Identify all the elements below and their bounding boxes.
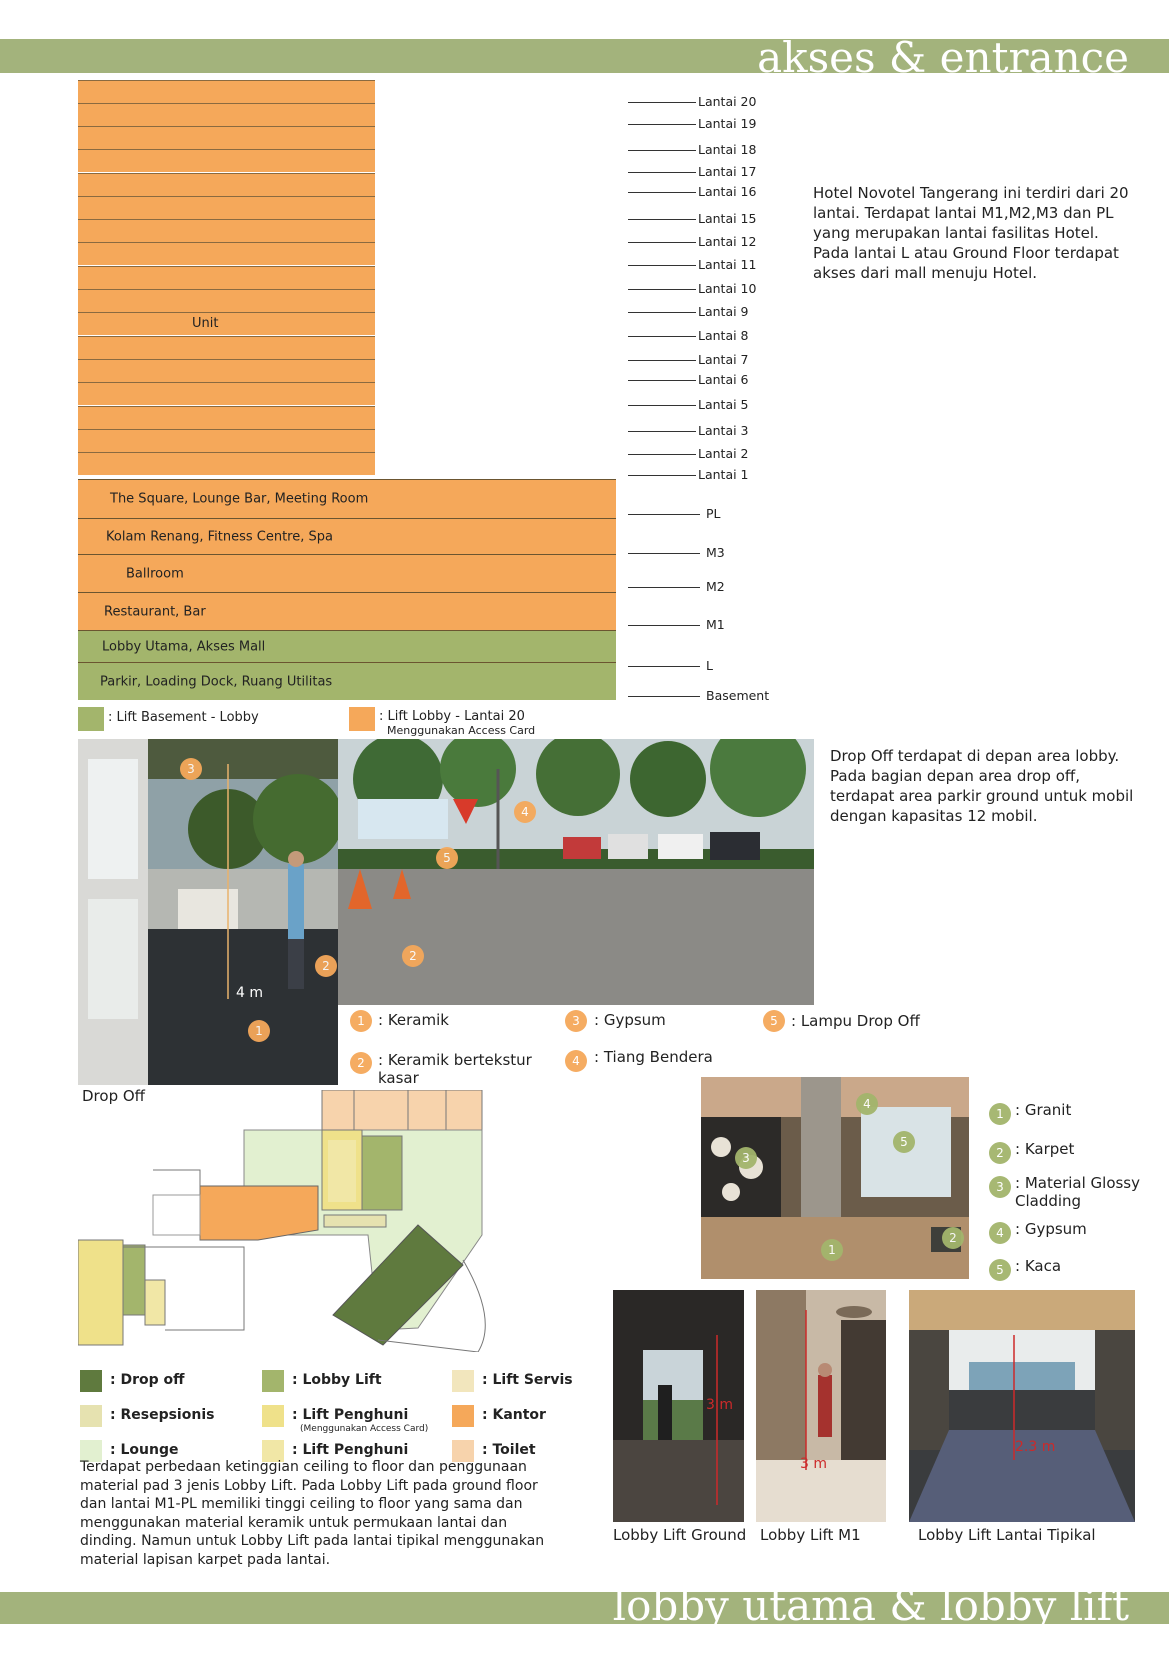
legend-swatch-basement: [78, 707, 104, 731]
unit-floor: [78, 80, 375, 103]
level-text: Lantai 9: [698, 304, 749, 319]
dropoff-height-label: 4 m: [236, 985, 263, 1001]
legend-lobby-label: : Lift Lobby - Lantai 20: [379, 709, 525, 724]
level-label: [628, 352, 749, 367]
dropoff-material-1: : Keramik: [378, 1011, 449, 1029]
plan-legend-swatch: [452, 1405, 474, 1427]
level-text: Lantai 2: [698, 446, 749, 461]
level-line: [628, 360, 696, 361]
level-line: [628, 150, 696, 151]
level-label: [628, 579, 725, 594]
level-text: Lantai 10: [698, 281, 757, 296]
unit-floor: [78, 312, 375, 335]
plan-legend-label: : Drop off: [110, 1372, 185, 1388]
lobby-material-label: : Material Glossy Cladding: [1015, 1174, 1141, 1210]
plan-legend-label: : Resepsionis: [110, 1407, 215, 1423]
level-line: [628, 475, 696, 476]
level-label: [628, 372, 749, 387]
level-line: [628, 431, 696, 432]
level-label: [628, 281, 756, 296]
level-label: [628, 164, 756, 179]
facility-row-label: Restaurant, Bar: [104, 604, 206, 619]
lift-text: Terdapat perbedaan ketinggian ceiling to floor dan penggunaan material pad 3 jenis Lobby Lift. Pada Lobby Lift pada ground floor dan lantai M1-PL memiliki tinggi ceiling to floor yang sama dan menggunakan material keramik untuk permukaan lantai dan dinding. Namun untuk Lobby Lift pada lantai tipikal menggunakan material lapisan karpet pada lantai.: [80, 1459, 545, 1568]
level-label: [628, 467, 749, 482]
dropoff-material-1-marker: 1: [350, 1010, 372, 1032]
level-line: [628, 312, 696, 313]
lobby-marker-4: 4: [856, 1093, 878, 1115]
level-text: M1: [706, 617, 725, 632]
lobby-marker-2: 2: [942, 1227, 964, 1249]
level-label: [628, 423, 749, 438]
level-label: [628, 94, 756, 109]
unit-floor: [78, 219, 375, 242]
unit-floor: [78, 126, 375, 149]
level-line: [628, 124, 696, 125]
level-line: [628, 265, 696, 266]
lift-ground-dim: 3 m: [706, 1397, 733, 1413]
marker-5: 5: [436, 847, 458, 869]
facility-row: [78, 630, 616, 662]
level-line: [628, 336, 696, 337]
level-text: L: [706, 658, 713, 673]
level-line: [628, 553, 700, 554]
dropoff-material-2-marker: 2: [350, 1052, 372, 1074]
dropoff-material-3: : Gypsum: [594, 1011, 666, 1029]
legend-lobby-note: Menggunakan Access Card: [387, 724, 536, 737]
lobby-marker-3: 3: [735, 1147, 757, 1169]
level-text: Lantai 17: [698, 164, 757, 179]
level-label: [628, 328, 749, 343]
facility-row-label: Lobby Utama, Akses Mall: [102, 639, 266, 654]
level-line: [628, 380, 696, 381]
dropoff-material-4: : Tiang Bendera: [594, 1048, 713, 1066]
unit-label: Unit: [192, 316, 219, 331]
plan-legend-note: (Menggunakan Access Card): [300, 1424, 429, 1434]
level-text: Lantai 18: [698, 142, 757, 157]
dropoff-photo-interior: [78, 739, 338, 1085]
lobby-material-marker: 1: [989, 1103, 1011, 1125]
plan-legend-swatch: [80, 1370, 102, 1392]
level-line: [628, 514, 700, 515]
plan-legend-swatch: [262, 1370, 284, 1392]
unit-floor: [78, 103, 375, 126]
level-line: [628, 666, 700, 667]
facility-row-label: The Square, Lounge Bar, Meeting Room: [110, 491, 369, 507]
level-line: [628, 696, 700, 697]
level-text: Lantai 1: [698, 467, 749, 482]
unit-floor: [78, 173, 375, 196]
level-line: [628, 242, 696, 243]
unit-floor: [78, 149, 375, 172]
dropoff-material-2: : Keramik bertekstur kasar: [378, 1051, 532, 1087]
plan-legend-label: : Kantor: [482, 1407, 546, 1423]
lobby-material-label: : Kaca: [1015, 1257, 1062, 1275]
level-label: [628, 234, 756, 249]
legend-basement-label: : Lift Basement - Lobby: [108, 710, 259, 725]
facility-row: [78, 662, 616, 700]
level-text: Lantai 3: [698, 423, 749, 438]
lift-photo-typical: [909, 1290, 1135, 1522]
facility-row-label: Ballroom: [126, 566, 184, 581]
level-label: [628, 142, 756, 157]
unit-floor: [78, 359, 375, 382]
marker-2b: 2: [402, 945, 424, 967]
level-line: [628, 625, 700, 626]
level-label: [628, 446, 749, 461]
level-text: Lantai 19: [698, 116, 757, 131]
floor-plan: [78, 1090, 498, 1352]
level-label: [628, 211, 756, 226]
lobby-material-label: : Granit: [1015, 1101, 1072, 1119]
level-label: [628, 184, 756, 199]
dropoff-material-4-marker: 4: [565, 1050, 587, 1072]
unit-floor: [78, 196, 375, 219]
dropoff-caption: Drop Off: [82, 1087, 145, 1105]
facility-row: [78, 518, 616, 554]
plan-legend-label: : Lift Penghuni: [292, 1442, 409, 1458]
facility-row: [78, 479, 616, 518]
level-line: [628, 102, 696, 103]
level-label: [628, 397, 749, 412]
level-line: [628, 289, 696, 290]
level-line: [628, 219, 696, 220]
level-label: [628, 617, 725, 632]
level-text: M2: [706, 579, 725, 594]
level-label: [628, 257, 756, 272]
unit-floor: [78, 406, 375, 429]
plan-legend-label: : Lounge: [110, 1442, 179, 1458]
plan-legend-label: : Lobby Lift: [292, 1372, 382, 1388]
unit-floor: [78, 382, 375, 405]
level-text: Lantai 12: [698, 234, 757, 249]
lift-m1-caption: Lobby Lift M1: [760, 1526, 861, 1544]
page-title: akses & entrance: [757, 33, 1129, 82]
lift-ground-caption: Lobby Lift Ground: [613, 1526, 747, 1544]
marker-1: 1: [248, 1020, 270, 1042]
marker-3: 3: [180, 758, 202, 780]
marker-2: 2: [315, 955, 337, 977]
dropoff-text: Drop Off terdapat di depan area lobby. Pada bagian depan area drop off, terdapat area parkir ground untuk mobil dengan kapasitas 12 mobil.: [830, 747, 1134, 825]
lobby-material-marker: 5: [989, 1259, 1011, 1281]
plan-legend-label: : Lift Penghuni: [292, 1407, 409, 1423]
level-line: [628, 192, 696, 193]
facility-row-label: Kolam Renang, Fitness Centre, Spa: [106, 529, 333, 544]
lift-photo-m1: [756, 1290, 886, 1522]
lift-typical-dim: 2.3 m: [1015, 1439, 1056, 1455]
level-label: [628, 545, 725, 560]
lobby-material-label: : Karpet: [1015, 1140, 1075, 1158]
level-label: [628, 116, 756, 131]
level-line: [628, 405, 696, 406]
level-text: Lantai 11: [698, 257, 757, 272]
dropoff-material-3-marker: 3: [565, 1010, 587, 1032]
lift-m1-dim: 3 m: [800, 1456, 827, 1472]
dropoff-material-5-marker: 5: [763, 1010, 785, 1032]
plan-legend-swatch: [262, 1405, 284, 1427]
level-text: Basement: [706, 688, 770, 703]
dropoff-material-5: : Lampu Drop Off: [791, 1012, 920, 1030]
lobby-material-marker: 2: [989, 1142, 1011, 1164]
legend-swatch-lobby: [349, 707, 375, 731]
level-label: [628, 658, 713, 673]
lift-typical-caption: Lobby Lift Lantai Tipikal: [918, 1526, 1096, 1544]
level-label: [628, 506, 721, 521]
level-line: [628, 172, 696, 173]
unit-floor: [78, 289, 375, 312]
level-text: Lantai 20: [698, 94, 757, 109]
lobby-marker-1: 1: [821, 1239, 843, 1261]
lobby-material-label: : Gypsum: [1015, 1220, 1087, 1238]
level-line: [628, 454, 696, 455]
lobby-material-marker: 4: [989, 1222, 1011, 1244]
level-text: M3: [706, 545, 725, 560]
unit-floor: [78, 452, 375, 475]
level-text: Lantai 16: [698, 184, 757, 199]
level-label: [628, 688, 769, 703]
marker-4: 4: [514, 801, 536, 823]
plan-legend-label: : Toilet: [482, 1442, 536, 1458]
level-label: [628, 304, 749, 319]
level-text: Lantai 7: [698, 352, 749, 367]
plan-legend-swatch: [80, 1405, 102, 1427]
level-line: [628, 587, 700, 588]
facility-row: [78, 554, 616, 592]
level-text: PL: [706, 506, 721, 521]
level-text: Lantai 8: [698, 328, 749, 343]
unit-floor: [78, 242, 375, 265]
plan-legend-swatch: [452, 1370, 474, 1392]
lobby-marker-5: 5: [893, 1131, 915, 1153]
facility-row: [78, 592, 616, 630]
unit-floor: [78, 336, 375, 359]
level-text: Lantai 15: [698, 211, 757, 226]
intro-text: Hotel Novotel Tangerang ini terdiri dari 20 lantai. Terdapat lantai M1,M2,M3 dan PL yang merupakan lantai fasilitas Hotel. Pada lantai L atau Ground Floor terdapat akses dari mall menuju Hotel.: [813, 184, 1129, 282]
lobby-material-marker: 3: [989, 1176, 1011, 1198]
unit-floor: [78, 429, 375, 452]
level-text: Lantai 6: [698, 372, 749, 387]
plan-legend-label: : Lift Servis: [482, 1372, 573, 1388]
level-text: Lantai 5: [698, 397, 749, 412]
footer-title: lobby utama & lobby lift: [612, 1581, 1129, 1630]
unit-floor: [78, 266, 375, 289]
facility-row-label: Parkir, Loading Dock, Ruang Utilitas: [100, 674, 333, 689]
